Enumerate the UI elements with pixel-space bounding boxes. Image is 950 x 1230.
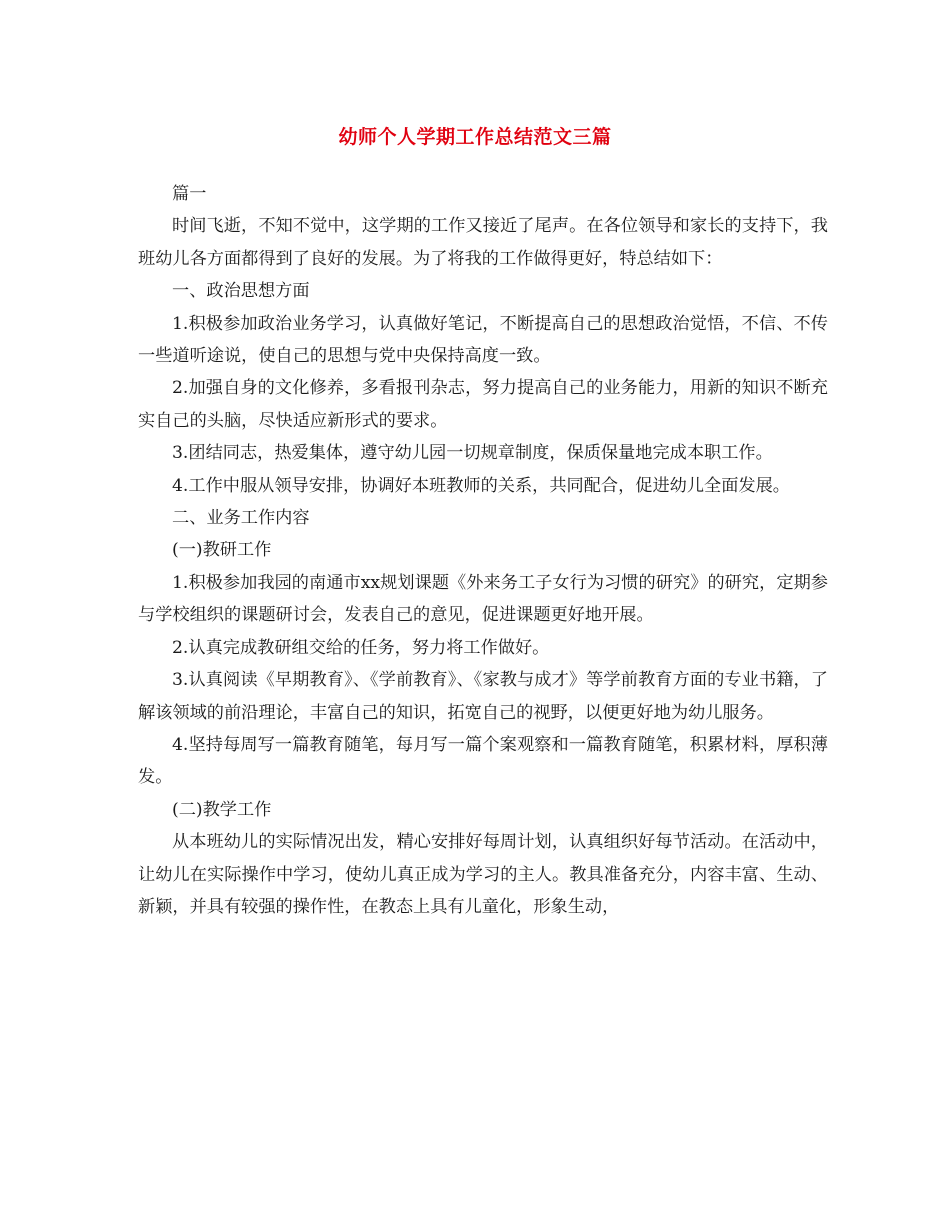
paragraph: 4.工作中服从领导安排，协调好本班教师的关系，共同配合，促进幼儿全面发展。: [172, 475, 790, 496]
paragraph: 2.加强自身的文化修养，多看报刊杂志，努力提高自己的业务能力，用新的知识不断充实自己的头脑，尽快适应新形式的要求。: [138, 378, 828, 431]
paragraph: 二、业务工作内容: [172, 508, 310, 529]
paragraph: (一)教研工作: [172, 540, 272, 561]
paragraph: (二)教学工作: [172, 799, 272, 820]
paragraph: 3.认真阅读《早期教育》、《学前教育》、《家教与成才》等学前教育方面的专业书籍，了解该领域的前沿理论，丰富自己的知识，拓宽自己的视野，以便更好地为幼儿服务。: [138, 670, 828, 723]
paragraph: 篇一: [172, 184, 207, 204]
paragraph: 1.积极参加我园的南通市xx规划课题《外来务工子女行为习惯的研究》的研究，定期参与学校组织的课题研讨会，发表自己的意见，促进课题更好地开展。: [138, 572, 828, 626]
paragraph: 从本班幼儿的实际情况出发，精心安排好每周计划，认真组织好每节活动。在活动中，让幼儿在实际操作中学习，使幼儿真正成为学习的主人。教具准备充分，内容丰富、生动、新颖，并具有较强的操作性，在教态上具有儿童化，形象生动，: [138, 832, 828, 917]
paragraph: 一、政治思想方面: [172, 281, 310, 302]
paragraph: 4.坚持每周写一篇教育随笔，每月写一篇个案观察和一篇教育随笔，积累材料，厚积薄发。: [138, 734, 828, 788]
paragraph: 2.认真完成教研组交给的任务，努力将工作做好。: [172, 637, 550, 658]
document-body: [138, 178, 828, 923]
paragraph: 1.积极参加政治业务学习，认真做好笔记，不断提高自己的思想政治觉悟，不信、不传一些道听途说，使自己的思想与党中央保持高度一致。: [138, 313, 828, 367]
paragraph: 时间飞逝，不知不觉中，这学期的工作又接近了尾声。在各位领导和家长的支持下，我班幼儿各方面都得到了良好的发展。为了将我的工作做得更好，特总结如下：: [138, 216, 828, 269]
document-title: 幼师个人学期工作总结范文三篇: [338, 126, 612, 148]
paragraph: 3.团结同志，热爱集体，遵守幼儿园一切规章制度，保质保量地完成本职工作。: [172, 443, 773, 464]
